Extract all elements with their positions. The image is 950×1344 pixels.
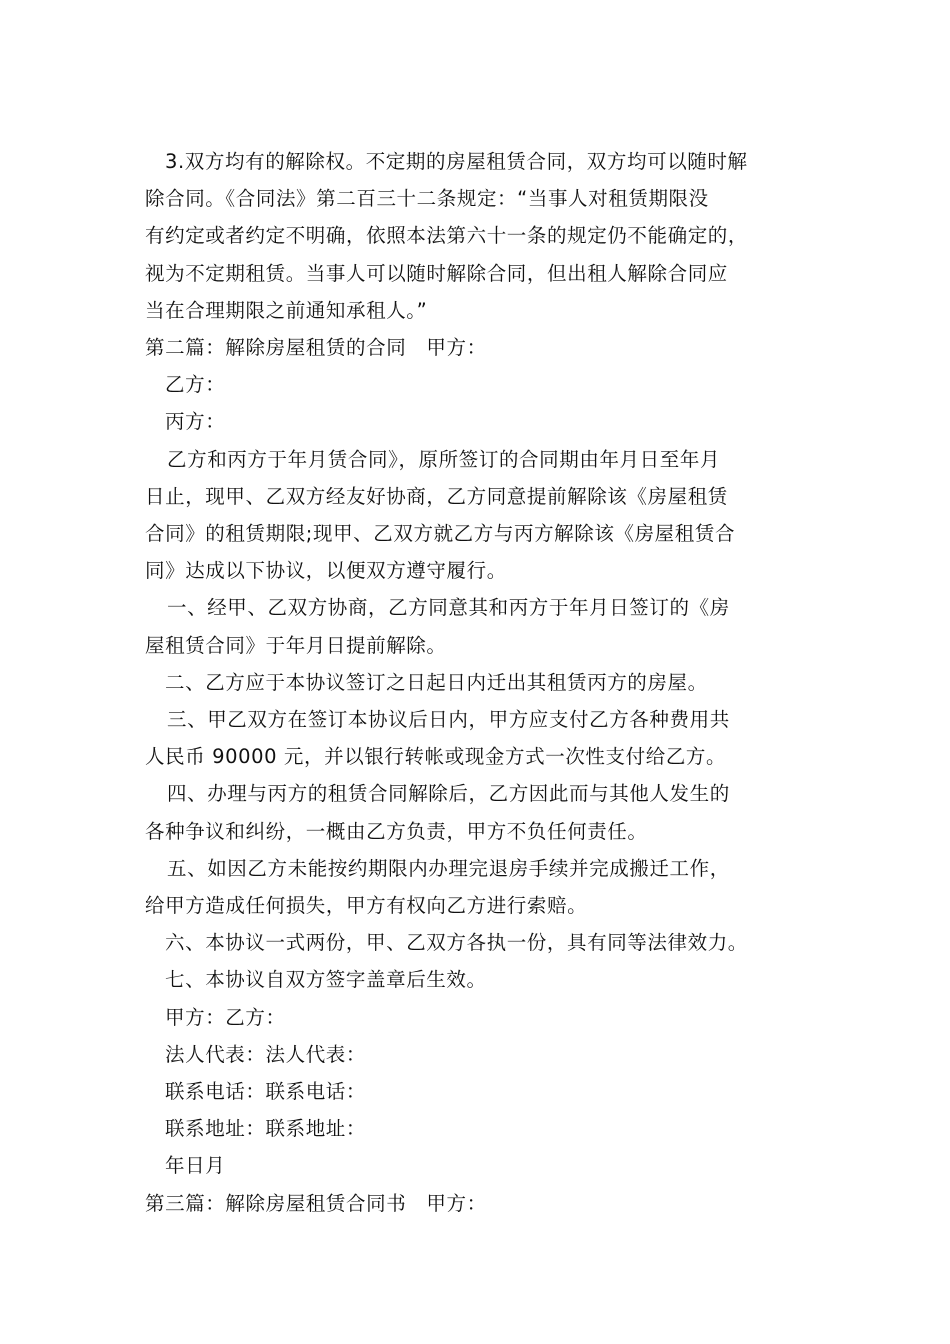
paragraph-line: 同》达成以下协议，以便双方遵守履行。 xyxy=(145,559,507,583)
clause-line: 各种争议和纠纷，一概由乙方负责，甲方不负任何责任。 xyxy=(145,819,648,843)
clause-line: 四、办理与丙方的租赁合同解除后，乙方因此而与其他人发生的 xyxy=(167,782,730,806)
paragraph-line: 视为不定期租赁。当事人可以随时解除合同，但出租人解除合同应 xyxy=(145,261,728,285)
party-label: 乙方： xyxy=(165,373,226,397)
party-label: 丙方： xyxy=(165,410,226,434)
section-heading: 第二篇：解除房屋租赁的合同 甲方： xyxy=(145,336,487,360)
signature-line: 联系地址：联系地址： xyxy=(165,1117,367,1141)
paragraph-line: 日止，现甲、乙双方经友好协商，乙方同意提前解除该《房屋租赁 xyxy=(145,484,728,508)
clause-line: 一、经甲、乙双方协商，乙方同意其和丙方于年月日签订的《房 xyxy=(167,596,730,620)
clause-line: 三、甲乙双方在签订本协议后日内，甲方应支付乙方各种费用共 xyxy=(167,708,730,732)
clause-line: 七、本协议自双方签字盖章后生效。 xyxy=(165,968,487,992)
paragraph-line: 合同》的租赁期限;现甲、乙双方就乙方与丙方解除该《房屋租赁合 xyxy=(145,522,736,546)
clause-line: 五、如因乙方未能按约期限内办理完退房手续并完成搬迁工作， xyxy=(167,856,730,880)
clause-line: 给甲方造成任何损失，甲方有权向乙方进行索赔。 xyxy=(145,894,588,918)
signature-line: 联系电话：联系电话： xyxy=(165,1080,367,1104)
paragraph-line: 当在合理期限之前通知承租人。” xyxy=(145,298,428,322)
paragraph-line: 有约定或者约定不明确，依照本法第六十一条的规定仍不能确定的， xyxy=(145,224,749,248)
section-heading: 第三篇：解除房屋租赁合同书 甲方： xyxy=(145,1191,487,1215)
document-body xyxy=(145,143,815,1222)
date-line: 年日月 xyxy=(165,1154,226,1178)
paragraph-line: 乙方和丙方于年月赁合同》，原所签订的合同期由年月日至年月 xyxy=(167,447,721,471)
signature-line: 甲方：乙方： xyxy=(165,1005,286,1029)
paragraph-line: 3.双方均有的解除权。不定期的房屋租赁合同，双方均可以随时解 xyxy=(165,150,748,173)
clause-line: 人民币 90000 元，并以银行转帐或现金方式一次性支付给乙方。 xyxy=(145,745,727,769)
paragraph-line: 除合同。《合同法》第二百三十二条规定：“当事人对租赁期限没 xyxy=(145,187,709,211)
clause-line: 二、乙方应于本协议签订之日起日内迁出其租赁丙方的房屋。 xyxy=(165,670,708,694)
clause-line: 屋租赁合同》于年月日提前解除。 xyxy=(145,633,447,657)
clause-line: 六、本协议一式两份，甲、乙双方各执一份，具有同等法律效力。 xyxy=(165,931,748,955)
signature-line: 法人代表：法人代表： xyxy=(165,1042,367,1066)
